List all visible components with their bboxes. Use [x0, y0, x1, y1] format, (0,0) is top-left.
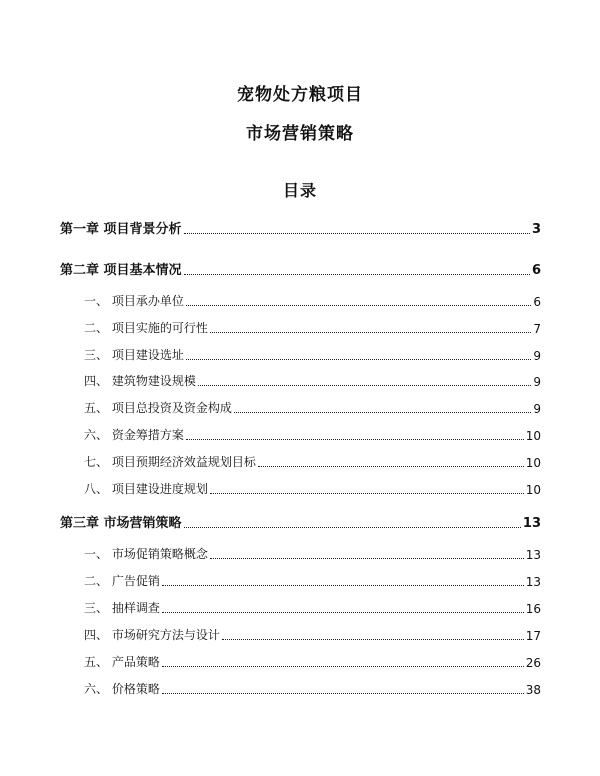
toc-entry-section[interactable]: [84, 426, 541, 443]
toc-leader-dots: [210, 331, 532, 333]
toc-entry-page: 10: [525, 483, 541, 497]
toc-entry-page: 6: [533, 295, 541, 309]
toc-entry-section[interactable]: [84, 480, 541, 497]
document-title: 宠物处方粮项目: [237, 85, 363, 105]
toc-entry-label: 一、 市场促销策略概念: [84, 547, 208, 561]
toc-entry-page: 9: [533, 402, 541, 416]
toc-entry-label: 五、 项目总投资及资金构成: [84, 401, 232, 415]
toc-entry-section[interactable]: [84, 626, 541, 643]
toc-entry-label: 四、 建筑物建设规模: [84, 374, 196, 388]
toc-entry-label: 第三章 市场营销策略: [60, 516, 182, 531]
toc-leader-dots: [198, 384, 532, 386]
toc-entry-page: 6: [531, 263, 541, 278]
toc-entry-page: 9: [533, 349, 541, 363]
toc-leader-dots: [186, 358, 532, 360]
toc-entry-page: 10: [525, 429, 541, 443]
toc-leader-dots: [234, 411, 532, 413]
toc-leader-dots: [162, 584, 524, 586]
toc-entry-section[interactable]: [84, 653, 541, 670]
document-subtitle: 市场营销策略: [246, 124, 354, 144]
toc-entry-page: 13: [522, 516, 541, 531]
toc-entry-section[interactable]: [84, 545, 541, 562]
toc-leader-dots: [162, 611, 524, 613]
toc-entry-page: 7: [533, 322, 541, 336]
toc-entry-label: 八、 项目建设进度规划: [84, 482, 208, 496]
toc-entry-page: 10: [525, 456, 541, 470]
toc-entry-page: 17: [525, 629, 541, 643]
toc-entry-section[interactable]: [84, 572, 541, 589]
toc-entry-label: 三、 项目建设选址: [84, 348, 184, 362]
toc-entry-page: 38: [525, 683, 541, 697]
toc-leader-dots: [210, 492, 524, 494]
toc-entry-chapter-1[interactable]: [60, 218, 541, 237]
toc-entry-label: 第一章 项目背景分析: [60, 222, 182, 237]
toc-entry-page: 26: [525, 656, 541, 670]
toc-entry-page: 16: [525, 602, 541, 616]
toc-entry-label: 二、 项目实施的可行性: [84, 321, 208, 335]
toc-entry-section[interactable]: [84, 346, 541, 363]
toc-leader-dots: [210, 557, 524, 559]
toc-leader-dots: [184, 232, 530, 234]
toc-entry-label: 二、 广告促销: [84, 574, 160, 588]
toc-leader-dots: [186, 304, 532, 306]
toc-entry-label: 三、 抽样调查: [84, 601, 160, 615]
toc-leader-dots: [184, 526, 521, 528]
toc-leader-dots: [186, 438, 524, 440]
toc-heading: 目录: [282, 181, 317, 200]
toc-leader-dots: [258, 465, 524, 467]
toc-entry-page: 3: [531, 222, 541, 237]
toc-entry-label: 六、 价格策略: [84, 682, 160, 696]
toc-entry-label: 七、 项目预期经济效益规划目标: [84, 455, 256, 469]
toc-entry-chapter-2[interactable]: [60, 259, 541, 278]
toc-entry-page: 9: [533, 375, 541, 389]
toc-entry-label: 第二章 项目基本情况: [60, 263, 182, 278]
toc-leader-dots: [162, 665, 524, 667]
toc-entry-section[interactable]: [84, 680, 541, 697]
toc-entry-section[interactable]: [84, 319, 541, 336]
toc-entry-page: 13: [525, 575, 541, 589]
toc-entry-label: 五、 产品策略: [84, 655, 160, 669]
toc-entry-label: 四、 市场研究方法与设计: [84, 628, 220, 642]
toc-entry-page: 13: [525, 548, 541, 562]
toc-leader-dots: [222, 638, 524, 640]
toc-entry-label: 一、 项目承办单位: [84, 294, 184, 308]
toc-entry-section[interactable]: [84, 292, 541, 309]
toc-leader-dots: [162, 692, 524, 694]
toc-entry-section[interactable]: [84, 453, 541, 470]
toc-entry-label: 六、 资金筹措方案: [84, 428, 184, 442]
toc-entry-section[interactable]: [84, 399, 541, 416]
toc-entry-section[interactable]: [84, 372, 541, 389]
toc-leader-dots: [184, 273, 530, 275]
toc-entry-chapter-3[interactable]: [60, 512, 541, 531]
toc-entry-section[interactable]: [84, 599, 541, 616]
